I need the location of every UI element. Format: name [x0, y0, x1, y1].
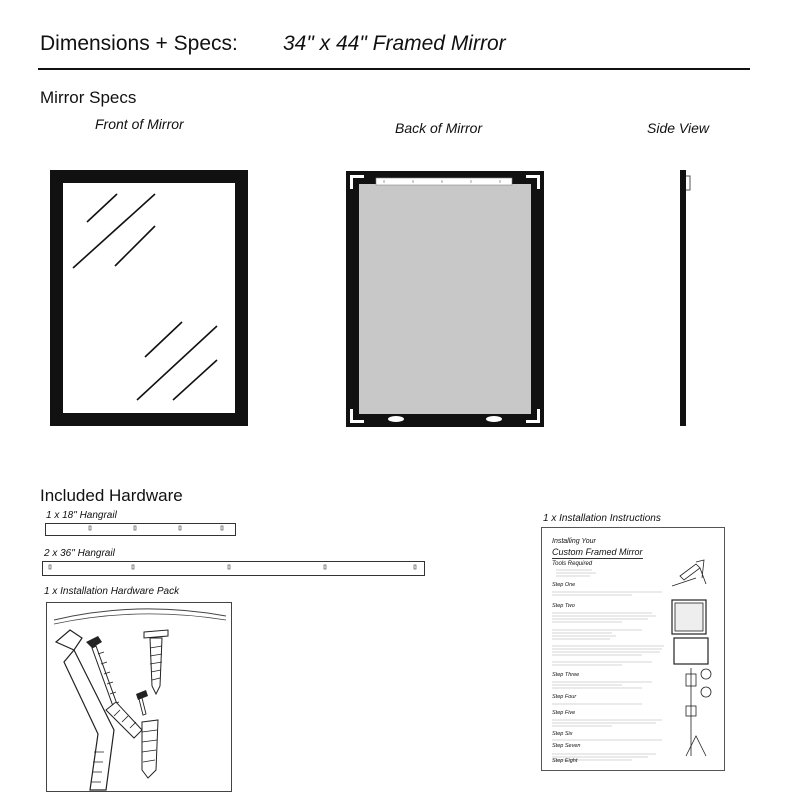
doc-step-5: Step Five: [552, 710, 576, 716]
page-title: Dimensions + Specs:: [40, 32, 238, 55]
doc-step-1: Step One: [552, 582, 576, 588]
instructions-document: [541, 527, 725, 771]
header-divider: [38, 68, 750, 70]
included-hardware-heading: Included Hardware: [40, 486, 183, 505]
hangrail-18-label: 1 x 18" Hangrail: [46, 510, 117, 521]
doc-step-4: Step Four: [552, 694, 577, 700]
mirror-specs-heading: Mirror Specs: [40, 88, 137, 107]
doc-title-line2: Custom Framed Mirror: [552, 547, 643, 557]
front-of-mirror-label: Front of Mirror: [95, 116, 184, 132]
doc-title-line1: Installing Your: [552, 538, 596, 545]
back-of-mirror-label: Back of Mirror: [395, 120, 483, 136]
hangrail-36-drawing: [42, 561, 426, 577]
doc-step-8: Step Eight: [552, 758, 578, 764]
hangrail-18-drawing: [45, 523, 237, 537]
back-mirror-drawing: [346, 171, 544, 427]
front-mirror-drawing: [50, 170, 248, 426]
doc-step-7: Step Seven: [552, 743, 581, 749]
instructions-label: 1 x Installation Instructions: [543, 513, 661, 524]
doc-illustrations: [666, 556, 722, 766]
doc-body-lines: [552, 568, 672, 768]
doc-step-2: Step Two: [552, 603, 575, 609]
side-view-label: Side View: [647, 120, 710, 136]
hardware-pack-label: 1 x Installation Hardware Pack: [44, 586, 180, 597]
doc-step-3: Step Three: [552, 672, 580, 678]
hangrail-36-label: 2 x 36" Hangrail: [44, 548, 115, 559]
page-subtitle: 34" x 44" Framed Mirror: [283, 32, 506, 55]
doc-step-6: Step Six: [552, 731, 573, 737]
hardware-pack-drawing: [46, 602, 232, 792]
doc-tools-heading: Tools Required: [552, 561, 593, 567]
side-view-drawing: [670, 170, 700, 426]
